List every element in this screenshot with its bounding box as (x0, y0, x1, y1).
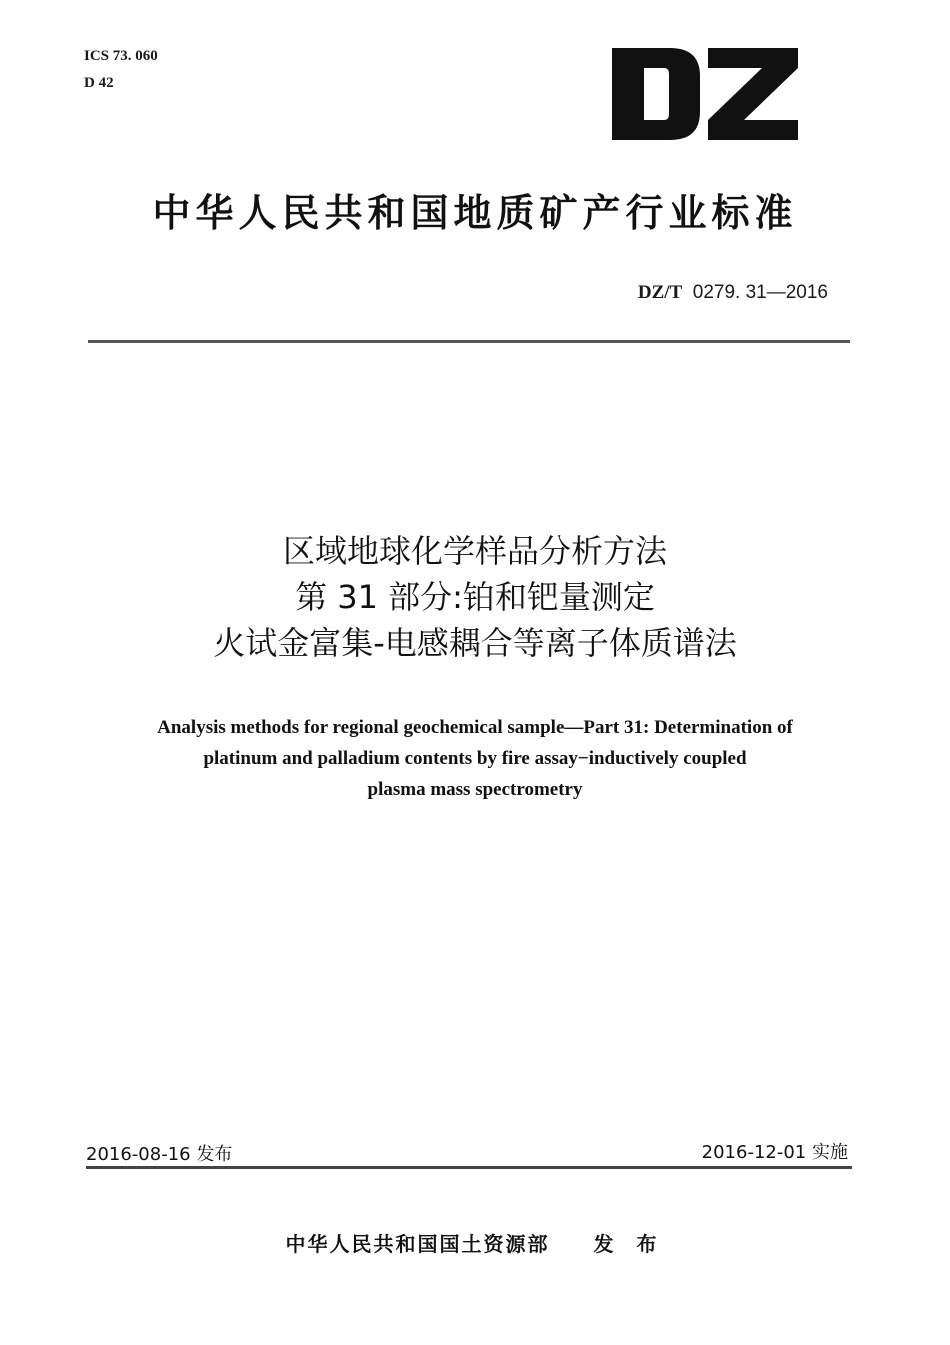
english-title (0, 712, 950, 805)
implementation-date: 2016-12-01 实施 (701, 1142, 848, 1163)
issue-date: 2016-08-16 发布 (86, 1144, 233, 1165)
chinese-title (0, 528, 950, 666)
english-title-line-3: plasma mass spectrometry (367, 779, 583, 800)
dz-logo (612, 48, 798, 140)
standard-number (638, 282, 828, 304)
standard-category-title: 中华人民共和国地质矿产行业标准 (152, 191, 798, 235)
chinese-title-line-2: 第 31 部分:铂和钯量测定 (295, 578, 655, 616)
issue-action: 发 布 (593, 1232, 665, 1256)
standard-number-prefix: DZ/T (637, 282, 683, 303)
english-title-line-1: Analysis methods for regional geochemical sample—Part 31: Determination of (157, 717, 793, 738)
english-title-line-2: platinum and palladium contents by fire assay−inductively coupled (203, 748, 747, 769)
issuing-organization: 中华人民共和国国土资源部 (285, 1232, 550, 1256)
footer-divider (86, 1166, 852, 1169)
header-divider (88, 340, 850, 343)
issuing-authority (0, 1231, 950, 1257)
standard-number-value: 0279. 31—2016 (692, 282, 828, 303)
chinese-title-line-1: 区域地球化学样品分析方法 (282, 532, 667, 570)
ics-code: ICS 73. 060 (84, 48, 158, 64)
classification-code: D 42 (84, 75, 114, 91)
chinese-title-line-3: 火试金富集-电感耦合等离子体质谱法 (213, 624, 737, 662)
